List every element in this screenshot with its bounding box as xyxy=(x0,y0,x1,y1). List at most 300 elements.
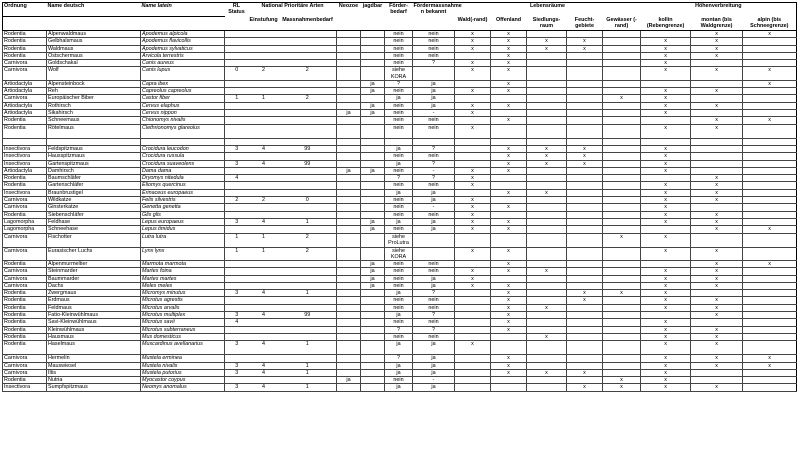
cell-name-deutsch: Rötelmaus xyxy=(47,124,141,138)
cell-massnahmenbedarf xyxy=(279,167,337,174)
cell-kollin xyxy=(641,226,691,233)
cell-feucht xyxy=(567,233,603,247)
cell-ordnung: Artiodactyla xyxy=(3,88,47,95)
cell-foerderbedarf: nein xyxy=(385,275,413,282)
cell-jagdbar xyxy=(361,304,385,311)
cell-offenland: x xyxy=(491,167,527,174)
cell-foerderbedarf: ja xyxy=(385,189,413,196)
cell-montan: x xyxy=(691,304,743,311)
cell-wald xyxy=(455,189,491,196)
cell-montan: x xyxy=(691,189,743,196)
cell-rl-status: 3 xyxy=(225,145,249,152)
cell-gewaesser xyxy=(603,88,641,95)
cell-kollin: x xyxy=(641,153,691,160)
cell-montan xyxy=(691,233,743,247)
cell-rl-status xyxy=(225,52,249,59)
cell-einstufung xyxy=(249,80,279,87)
cell-wald: x xyxy=(455,182,491,189)
cell-rl-status xyxy=(225,182,249,189)
cell-wald: x xyxy=(455,175,491,182)
cell-rl-status: 3 xyxy=(225,362,249,369)
cell-foerderbedarf: nein xyxy=(385,60,413,67)
cell-name-deutsch: Sikahirsch xyxy=(47,110,141,117)
cell-neozoe: ja xyxy=(337,167,361,174)
cell-massnahmenbedarf: 99 xyxy=(279,145,337,152)
cell-kollin: x xyxy=(641,160,691,167)
table-row xyxy=(3,102,797,109)
cell-name-deutsch: Kleinwühlmaus xyxy=(47,326,141,333)
national-prio-header: National Prioritäre Arten xyxy=(261,3,324,9)
cell-einstufung xyxy=(249,117,279,124)
cell-massnahmenbedarf xyxy=(279,38,337,45)
cell-name-deutsch: Haselmaus xyxy=(47,341,141,355)
cell-feucht: x xyxy=(567,160,603,167)
col-montan-header: montan (bis Waldgrenze) xyxy=(691,17,743,31)
cell-foerderbedarf: nein xyxy=(385,211,413,218)
cell-foerdermassnahmen: ja xyxy=(413,226,455,233)
cell-jagdbar: ja xyxy=(361,282,385,289)
cell-feucht xyxy=(567,268,603,275)
cell-siedlung xyxy=(527,290,567,297)
cell-neozoe xyxy=(337,60,361,67)
cell-massnahmenbedarf: 2 xyxy=(279,67,337,80)
cell-wald xyxy=(455,145,491,152)
cell-massnahmenbedarf xyxy=(279,31,337,38)
cell-montan: x xyxy=(691,362,743,369)
cell-rl-status xyxy=(225,304,249,311)
cell-wald: x xyxy=(455,45,491,52)
cell-einstufung xyxy=(249,275,279,282)
cell-massnahmenbedarf: 1 xyxy=(279,290,337,297)
cell-siedlung xyxy=(527,275,567,282)
cell-neozoe xyxy=(337,67,361,80)
cell-neozoe xyxy=(337,102,361,109)
cell-rl-status xyxy=(225,377,249,384)
cell-jagdbar xyxy=(361,138,385,145)
table-row xyxy=(3,204,797,211)
cell-wald xyxy=(455,52,491,59)
cell-gewaesser xyxy=(603,67,641,80)
cell-offenland: x xyxy=(491,247,527,260)
cell-feucht: x xyxy=(567,290,603,297)
cell-name-latein: Martes martes xyxy=(141,275,225,282)
cell-montan: x xyxy=(691,326,743,333)
cell-rl-status: 3 xyxy=(225,384,249,391)
cell-kollin: x xyxy=(641,167,691,174)
cell-siedlung: x xyxy=(527,160,567,167)
cell-kollin: x xyxy=(641,282,691,289)
cell-feucht xyxy=(567,95,603,102)
cell-foerdermassnahmen: nein xyxy=(413,319,455,326)
cell-name-latein: Erinaceus europaeus xyxy=(141,189,225,196)
cell-name-deutsch: Baummarder xyxy=(47,275,141,282)
cell-alpin: x xyxy=(743,260,797,267)
cell-massnahmenbedarf xyxy=(279,211,337,218)
cell-name-deutsch: Schneehase xyxy=(47,226,141,233)
cell-einstufung xyxy=(249,333,279,340)
table-row xyxy=(3,138,797,145)
cell-siedlung xyxy=(527,377,567,384)
cell-wald xyxy=(455,160,491,167)
cell-name-latein: Mustela erminea xyxy=(141,355,225,362)
cell-name-deutsch: Sumpfspitzmaus xyxy=(47,384,141,391)
cell-gewaesser xyxy=(603,260,641,267)
cell-alpin: x xyxy=(743,31,797,38)
cell-name-deutsch: Hermelin xyxy=(47,355,141,362)
cell-siedlung xyxy=(527,88,567,95)
cell-siedlung: x xyxy=(527,38,567,45)
cell-einstufung xyxy=(249,260,279,267)
cell-name-deutsch: Siebenschläfer xyxy=(47,211,141,218)
cell-foerderbedarf: nein xyxy=(385,124,413,138)
cell-montan: x xyxy=(691,312,743,319)
cell-gewaesser xyxy=(603,145,641,152)
cell-neozoe xyxy=(337,189,361,196)
cell-jagdbar xyxy=(361,211,385,218)
table-row xyxy=(3,160,797,167)
cell-jagdbar xyxy=(361,145,385,152)
cell-neozoe xyxy=(337,145,361,152)
cell-kollin xyxy=(641,138,691,145)
table-row xyxy=(3,233,797,247)
cell-offenland: x xyxy=(491,153,527,160)
cell-jagdbar: ja xyxy=(361,102,385,109)
header-row-2 xyxy=(3,17,797,31)
cell-siedlung xyxy=(527,362,567,369)
table-row xyxy=(3,341,797,355)
col-massnahmenbedarf-header: Massnahmenbedarf xyxy=(279,17,337,31)
cell-name-latein: Dryomys nitedula xyxy=(141,175,225,182)
cell-rl-status: 3 xyxy=(225,312,249,319)
cell-name-latein: Canis aureus xyxy=(141,60,225,67)
cell-massnahmenbedarf xyxy=(279,117,337,124)
cell-foerdermassnahmen: nein xyxy=(413,304,455,311)
cell-massnahmenbedarf: 1 xyxy=(279,369,337,376)
cell-einstufung xyxy=(249,204,279,211)
cell-gewaesser xyxy=(603,218,641,225)
col-foerdermassnahmen-header: Fördermassnahme n bekannt xyxy=(413,3,462,15)
cell-alpin xyxy=(743,282,797,289)
cell-name-latein: Mus domesticus xyxy=(141,333,225,340)
cell-siedlung: x xyxy=(527,333,567,340)
cell-kollin xyxy=(641,260,691,267)
cell-jagdbar: ja xyxy=(361,218,385,225)
cell-name-deutsch: Steinmarder xyxy=(47,268,141,275)
table-row xyxy=(3,117,797,124)
cell-name-latein: Muscardinus avellanarius xyxy=(141,341,225,355)
cell-name-deutsch: Iltis xyxy=(47,369,141,376)
cell-wald: x xyxy=(455,247,491,260)
cell-foerdermassnahmen: ja xyxy=(413,95,455,102)
cell-einstufung xyxy=(249,226,279,233)
cell-ordnung: Lagomorpha xyxy=(3,218,47,225)
cell-neozoe xyxy=(337,52,361,59)
table-row xyxy=(3,167,797,174)
cell-name-deutsch: Alpenmurmeltier xyxy=(47,260,141,267)
cell-wald: x xyxy=(455,167,491,174)
cell-alpin xyxy=(743,167,797,174)
cell-montan: x xyxy=(691,268,743,275)
cell-foerderbedarf: nein xyxy=(385,52,413,59)
cell-feucht: x xyxy=(567,38,603,45)
cell-kollin: x xyxy=(641,319,691,326)
cell-name-deutsch: Hausmaus xyxy=(47,333,141,340)
cell-name-deutsch: Hausspitzmaus xyxy=(47,153,141,160)
cell-foerdermassnahmen: ? xyxy=(413,160,455,167)
cell-jagdbar: ja xyxy=(361,110,385,117)
cell-wald: x xyxy=(455,88,491,95)
cell-alpin xyxy=(743,153,797,160)
cell-neozoe xyxy=(337,80,361,87)
cell-kollin: x xyxy=(641,182,691,189)
cell-montan: x xyxy=(691,124,743,138)
cell-einstufung xyxy=(249,175,279,182)
cell-siedlung xyxy=(527,247,567,260)
cell-einstufung xyxy=(249,88,279,95)
cell-name-latein: Apodemus alpicola xyxy=(141,31,225,38)
cell-offenland xyxy=(491,275,527,282)
table-row xyxy=(3,60,797,67)
cell-montan: x xyxy=(691,52,743,59)
cell-montan xyxy=(691,160,743,167)
cell-wald xyxy=(455,377,491,384)
cell-name-latein: Lutra lutra xyxy=(141,233,225,247)
cell-wald xyxy=(455,138,491,145)
cell-offenland: x xyxy=(491,67,527,80)
cell-ordnung: Carnivora xyxy=(3,204,47,211)
cell-massnahmenbedarf xyxy=(279,304,337,311)
cell-feucht xyxy=(567,204,603,211)
cell-foerdermassnahmen: nein xyxy=(413,297,455,304)
cell-einstufung: 1 xyxy=(249,247,279,260)
cell-alpin xyxy=(743,110,797,117)
table-row xyxy=(3,282,797,289)
cell-foerderbedarf: ? xyxy=(385,80,413,87)
cell-massnahmenbedarf xyxy=(279,88,337,95)
cell-massnahmenbedarf: 1 xyxy=(279,384,337,391)
cell-offenland: x xyxy=(491,362,527,369)
cell-montan xyxy=(691,153,743,160)
cell-neozoe xyxy=(337,95,361,102)
cell-montan: x xyxy=(691,384,743,391)
cell-ordnung: Carnivora xyxy=(3,369,47,376)
cell-montan: x xyxy=(691,117,743,124)
cell-gewaesser xyxy=(603,341,641,355)
cell-name-latein: Martes foina xyxy=(141,268,225,275)
cell-alpin: x xyxy=(743,355,797,362)
cell-siedlung xyxy=(527,341,567,355)
cell-alpin xyxy=(743,102,797,109)
cell-foerderbedarf: ja xyxy=(385,160,413,167)
cell-montan: x xyxy=(691,355,743,362)
cell-alpin xyxy=(743,333,797,340)
cell-kollin xyxy=(641,80,691,87)
cell-kollin: x xyxy=(641,369,691,376)
table-row xyxy=(3,268,797,275)
cell-offenland: x xyxy=(491,268,527,275)
cell-feucht xyxy=(567,304,603,311)
cell-name-deutsch: Dachs xyxy=(47,282,141,289)
cell-montan xyxy=(691,110,743,117)
cell-neozoe xyxy=(337,182,361,189)
cell-foerdermassnahmen: nein xyxy=(413,211,455,218)
cell-foerderbedarf: ja xyxy=(385,312,413,319)
cell-ordnung: Rodentia xyxy=(3,211,47,218)
cell-foerdermassnahmen: ? xyxy=(413,175,455,182)
cell-neozoe xyxy=(337,218,361,225)
cell-feucht xyxy=(567,124,603,138)
cell-wald xyxy=(455,290,491,297)
species-table xyxy=(2,2,797,392)
cell-gewaesser xyxy=(603,282,641,289)
cell-name-latein: Lepus timidus xyxy=(141,226,225,233)
cell-offenland: x xyxy=(491,290,527,297)
cell-kollin xyxy=(641,175,691,182)
cell-ordnung: Rodentia xyxy=(3,341,47,355)
cell-montan: x xyxy=(691,297,743,304)
cell-rl-status: 1 xyxy=(225,95,249,102)
cell-offenland: x xyxy=(491,52,527,59)
cell-neozoe xyxy=(337,384,361,391)
cell-ordnung: Insectivora xyxy=(3,189,47,196)
cell-rl-status: 3 xyxy=(225,160,249,167)
cell-alpin: x xyxy=(743,226,797,233)
cell-kollin: x xyxy=(641,275,691,282)
col-einstufung-header: Einstufung xyxy=(249,17,279,31)
cell-massnahmenbedarf: 1 xyxy=(279,362,337,369)
cell-jagdbar: ja xyxy=(361,260,385,267)
cell-kollin: x xyxy=(641,145,691,152)
cell-jagdbar xyxy=(361,31,385,38)
cell-siedlung xyxy=(527,204,567,211)
cell-alpin xyxy=(743,197,797,204)
cell-massnahmenbedarf xyxy=(279,226,337,233)
cell-alpin xyxy=(743,88,797,95)
cell-jagdbar xyxy=(361,377,385,384)
cell-feucht xyxy=(567,355,603,362)
cell-wald: x xyxy=(455,67,491,80)
col-name-latein-header: Name latein xyxy=(141,3,225,17)
cell-wald xyxy=(455,297,491,304)
cell-name-latein: Microtus agrestis xyxy=(141,297,225,304)
cell-foerdermassnahmen: ? xyxy=(413,312,455,319)
cell-gewaesser xyxy=(603,312,641,319)
cell-jagdbar xyxy=(361,204,385,211)
cell-gewaesser xyxy=(603,304,641,311)
cell-gewaesser: x xyxy=(603,290,641,297)
cell-neozoe xyxy=(337,117,361,124)
cell-einstufung xyxy=(249,268,279,275)
cell-alpin xyxy=(743,369,797,376)
cell-gewaesser: x xyxy=(603,384,641,391)
cell-siedlung xyxy=(527,167,567,174)
cell-wald xyxy=(455,153,491,160)
cell-feucht xyxy=(567,102,603,109)
cell-neozoe xyxy=(337,362,361,369)
cell-ordnung: Insectivora xyxy=(3,160,47,167)
cell-foerdermassnahmen xyxy=(413,138,455,145)
cell-neozoe xyxy=(337,369,361,376)
table-row xyxy=(3,304,797,311)
cell-feucht xyxy=(567,175,603,182)
cell-rl-status xyxy=(225,88,249,95)
cell-feucht xyxy=(567,282,603,289)
cell-gewaesser xyxy=(603,117,641,124)
cell-jagdbar xyxy=(361,197,385,204)
cell-neozoe xyxy=(337,297,361,304)
cell-feucht xyxy=(567,117,603,124)
cell-alpin xyxy=(743,211,797,218)
cell-rl-status xyxy=(225,110,249,117)
cell-siedlung xyxy=(527,355,567,362)
cell-ordnung: Rodentia xyxy=(3,117,47,124)
cell-offenland: x xyxy=(491,45,527,52)
cell-siedlung xyxy=(527,211,567,218)
cell-foerdermassnahmen xyxy=(413,247,455,260)
cell-massnahmenbedarf xyxy=(279,333,337,340)
cell-offenland xyxy=(491,233,527,247)
table-row xyxy=(3,260,797,267)
cell-wald xyxy=(455,362,491,369)
cell-alpin xyxy=(743,326,797,333)
cell-siedlung xyxy=(527,67,567,80)
cell-offenland xyxy=(491,175,527,182)
cell-montan: x xyxy=(691,45,743,52)
cell-offenland: x xyxy=(491,226,527,233)
cell-montan: x xyxy=(691,226,743,233)
cell-foerdermassnahmen: nein xyxy=(413,124,455,138)
cell-foerdermassnahmen: nein xyxy=(413,52,455,59)
cell-jagdbar xyxy=(361,384,385,391)
cell-feucht xyxy=(567,341,603,355)
cell-alpin xyxy=(743,38,797,45)
cell-neozoe xyxy=(337,197,361,204)
cell-kollin: x xyxy=(641,326,691,333)
cell-offenland xyxy=(491,197,527,204)
cell-rl-status xyxy=(225,333,249,340)
cell-name-deutsch: Ostschermaus xyxy=(47,52,141,59)
cell-rl-status xyxy=(225,189,249,196)
cell-name-latein: Arvicola terrestris xyxy=(141,52,225,59)
cell-massnahmenbedarf xyxy=(279,45,337,52)
cell-feucht: x xyxy=(567,297,603,304)
cell-wald: x xyxy=(455,226,491,233)
cell-montan xyxy=(691,290,743,297)
cell-name-deutsch: Baumschläfer xyxy=(47,175,141,182)
cell-gewaesser: x xyxy=(603,95,641,102)
cell-wald: x xyxy=(455,102,491,109)
cell-wald: x xyxy=(455,218,491,225)
cell-rl-status xyxy=(225,124,249,138)
cell-ordnung: Carnivora xyxy=(3,275,47,282)
table-row xyxy=(3,145,797,152)
cell-siedlung: x xyxy=(527,45,567,52)
cell-ordnung: Rodentia xyxy=(3,326,47,333)
cell-kollin: x xyxy=(641,218,691,225)
cell-name-latein: Mustela putorius xyxy=(141,369,225,376)
cell-alpin xyxy=(743,275,797,282)
cell-foerderbedarf: nein xyxy=(385,102,413,109)
cell-siedlung xyxy=(527,319,567,326)
cell-ordnung: Carnivora xyxy=(3,247,47,260)
cell-kollin xyxy=(641,31,691,38)
cell-montan xyxy=(691,60,743,67)
cell-jagdbar xyxy=(361,247,385,260)
table-row xyxy=(3,124,797,138)
cell-wald: x xyxy=(455,341,491,355)
table-row xyxy=(3,312,797,319)
cell-feucht xyxy=(567,182,603,189)
